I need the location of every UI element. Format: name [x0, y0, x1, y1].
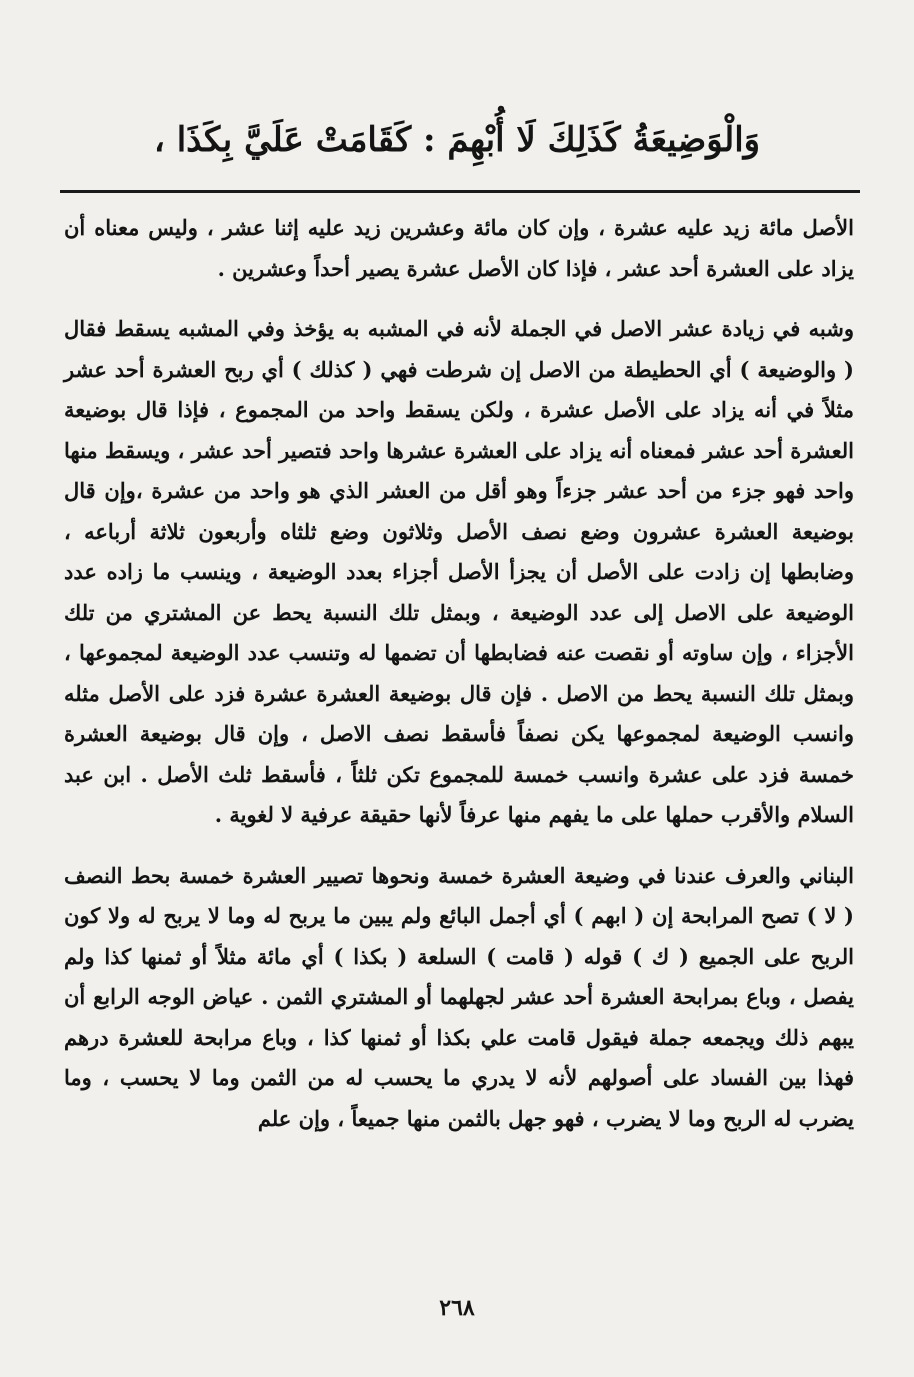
paragraph: وشبه في زيادة عشر الاصل في الجملة لأنه في المشبه به يؤخذ وفي المشبه يسقط فقال ( والوضيعة ) أي الحطيطة من الاصل إن شرطت فهي ( كذلك ) أي ربح العشرة أحد عشر مثلاً في أنه يزاد على الأصل عشرة ، ولكن يسقط واحد من المجموع ، فإذا قال بوضيعة العشرة أحد عشر فمعناه أنه يزاد على العشرة عشرها واحد فتصير أحد عشر ، ويسقط منها واحد فهو جزء من أحد عشر جزءاً وهو أقل من العشر الذي هو واحد من عشرة ،وإن قال بوضيعة العشرة عشرون وضع نصف الأصل وثلاثون وضع ثلثاه وأربعون ثلاثة أرباعه ، وضابطها إن زادت على الأصل أن يجزأ الأصل أجزاء بعدد الوضيعة ، وينسب ما زاده عدد الوضيعة على الاصل إلى عدد الوضيعة ، وبمثل تلك النسبة يحط عن المشتري من تلك الأجزاء ، وإن ساوته أو نقصت عنه فضابطها أن تضمها له وتنسب عدد الوضيعة لمجموعها ، وبمثل تلك النسبة يحط من الاصل . فإن قال بوضيعة العشرة عشرة فزد على الأصل مثله وانسب الوضيعة لمجموعها يكن نصفاً فأسقط نصف الاصل ، وإن قال بوضيعة العشرة خمسة فزد على عشرة وانسب خمسة للمجموع تكن ثلثاً ، فأسقط ثلث الأصل . ابن عبد السلام والأقرب حملها على ما يفهم منها عرفاً لأنها حقيقة عرفية لا لغوية .	[64, 316, 854, 827]
body-text	[64, 208, 854, 1139]
paragraph: البناني والعرف عندنا في وضيعة العشرة خمسة ونحوها تصيير العشرة خمسة بحط النصف ( لا ) تصح المرابحة إن ( ابهم ) أي أجمل البائع ولم يبين ما يربح له وما لا يربح له ولا كون الربح على الجميع ( ك ) قوله ( قامت ) السلعة ( بكذا ) أي مائة مثلاً أو ثمنها كذا ولم يفصل ، وباع بمرابحة العشرة أحد عشر لجهلهما أو المشتري الثمن . عياض الوجه الرابع أن يبهم ذلك ويجمعه جملة فيقول قامت علي بكذا أو ثمنها كذا ، وباع مرابحة للعشرة درهم فهذا بين الفساد على أصولهم لأنه لا يدري ما يحسب له من الثمن وما لا يحسب ، وما يضرب له الربح وما لا يضرب ، فهو جهل بالثمن منها جميعاً ، وإن علم	[64, 862, 854, 1131]
page-number: ٢٦٨	[439, 1295, 475, 1321]
paragraph: الأصل مائة زيد عليه عشرة ، وإن كان مائة وعشرين زيد عليه إثنا عشر ، وليس معناه أن يزاد على العشرة أحد عشر ، فإذا كان الأصل عشرة يصير أحداً وعشرين .	[64, 215, 854, 281]
page-heading: وَالْوَضِيعَةُ كَذَلِكَ لَا أُبْهِمَ : كَقَامَتْ عَلَيَّ بِكَذَا ،	[153, 120, 761, 160]
heading-divider	[60, 190, 860, 193]
